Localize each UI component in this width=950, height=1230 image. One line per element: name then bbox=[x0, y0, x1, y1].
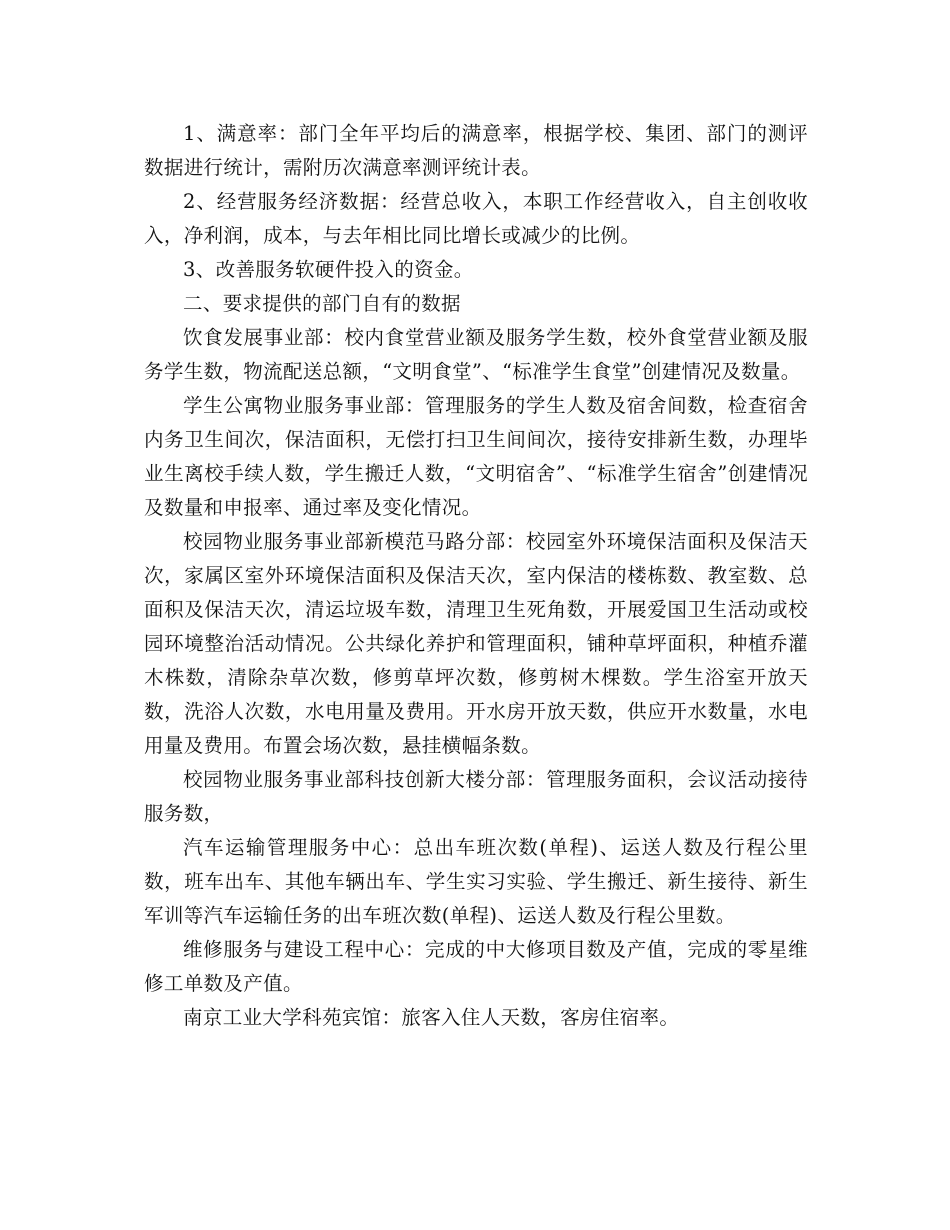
paragraph-economic-data: 2、经营服务经济数据：经营总收入，本职工作经营收入，自主创收收入，净利润，成本，与去年相比同比增长或减少的比例。 bbox=[144, 190, 808, 247]
paragraph-campus-property-tech-building-branch: 校园物业服务事业部科技创新大楼分部：管理服务面积，会议活动接待服务数， bbox=[144, 768, 808, 825]
paragraph-vehicle-transport-center: 汽车运输管理服务中心：总出车班次数(单程)、运送人数及行程公里数，班车出车、其他车辆出车、学生实习实验、学生搬迁、新生接待、新生军训等汽车运输任务的出车班次数(单程)、运送人数及行程公里数。 bbox=[144, 836, 808, 927]
paragraph-campus-property-xinmofan-branch: 校园物业服务事业部新模范马路分部：校园室外环境保洁面积及保洁天次，家属区室外环境保洁面积及保洁天次，室内保洁的楼栋数、教室数、总面积及保洁天次，清运垃圾车数，清理卫生死角数，开展爱国卫生活动或校园环境整治活动情况。公共绿化养护和管理面积，铺种草坪面积，种植乔灌木株数，清除杂草次数，修剪草坪次数，修剪树木棵数。学生浴室开放天数，洗浴人次数，水电用量及费用。开水房开放天数，供应开水数量，水电用量及费用。布置会场次数，悬挂横幅条数。 bbox=[144, 530, 808, 757]
paragraph-satisfaction-rate: 1、满意率：部门全年平均后的满意率，根据学校、集团、部门的测评数据进行统计，需附历次满意率测评统计表。 bbox=[144, 122, 808, 179]
paragraph-maintenance-construction-center: 维修服务与建设工程中心：完成的中大修项目数及产值，完成的零星维修工单数及产值。 bbox=[144, 938, 808, 995]
section-heading-department-data: 二、要求提供的部门自有的数据 bbox=[183, 292, 461, 315]
paragraph-keyuan-hotel: 南京工业大学科苑宾馆：旅客入住人天数，客房住宿率。 bbox=[183, 1006, 680, 1029]
document-page bbox=[144, 117, 808, 1035]
paragraph-student-apartment-department: 学生公寓物业服务事业部：管理服务的学生人数及宿舍间数，检查宿舍内务卫生间次，保洁面积，无偿打扫卫生间间次，接待安排新生数，办理毕业生离校手续人数，学生搬迁人数，“文明宿舍”、“标准学生宿舍”创建情况及数量和申报率、通过率及变化情况。 bbox=[144, 394, 808, 519]
paragraph-investment-funds: 3、改善服务软硬件投入的资金。 bbox=[183, 258, 474, 281]
paragraph-catering-department: 饮食发展事业部：校内食堂营业额及服务学生数，校外食堂营业额及服务学生数，物流配送总额，“文明食堂”、“标准学生食堂”创建情况及数量。 bbox=[144, 326, 808, 383]
